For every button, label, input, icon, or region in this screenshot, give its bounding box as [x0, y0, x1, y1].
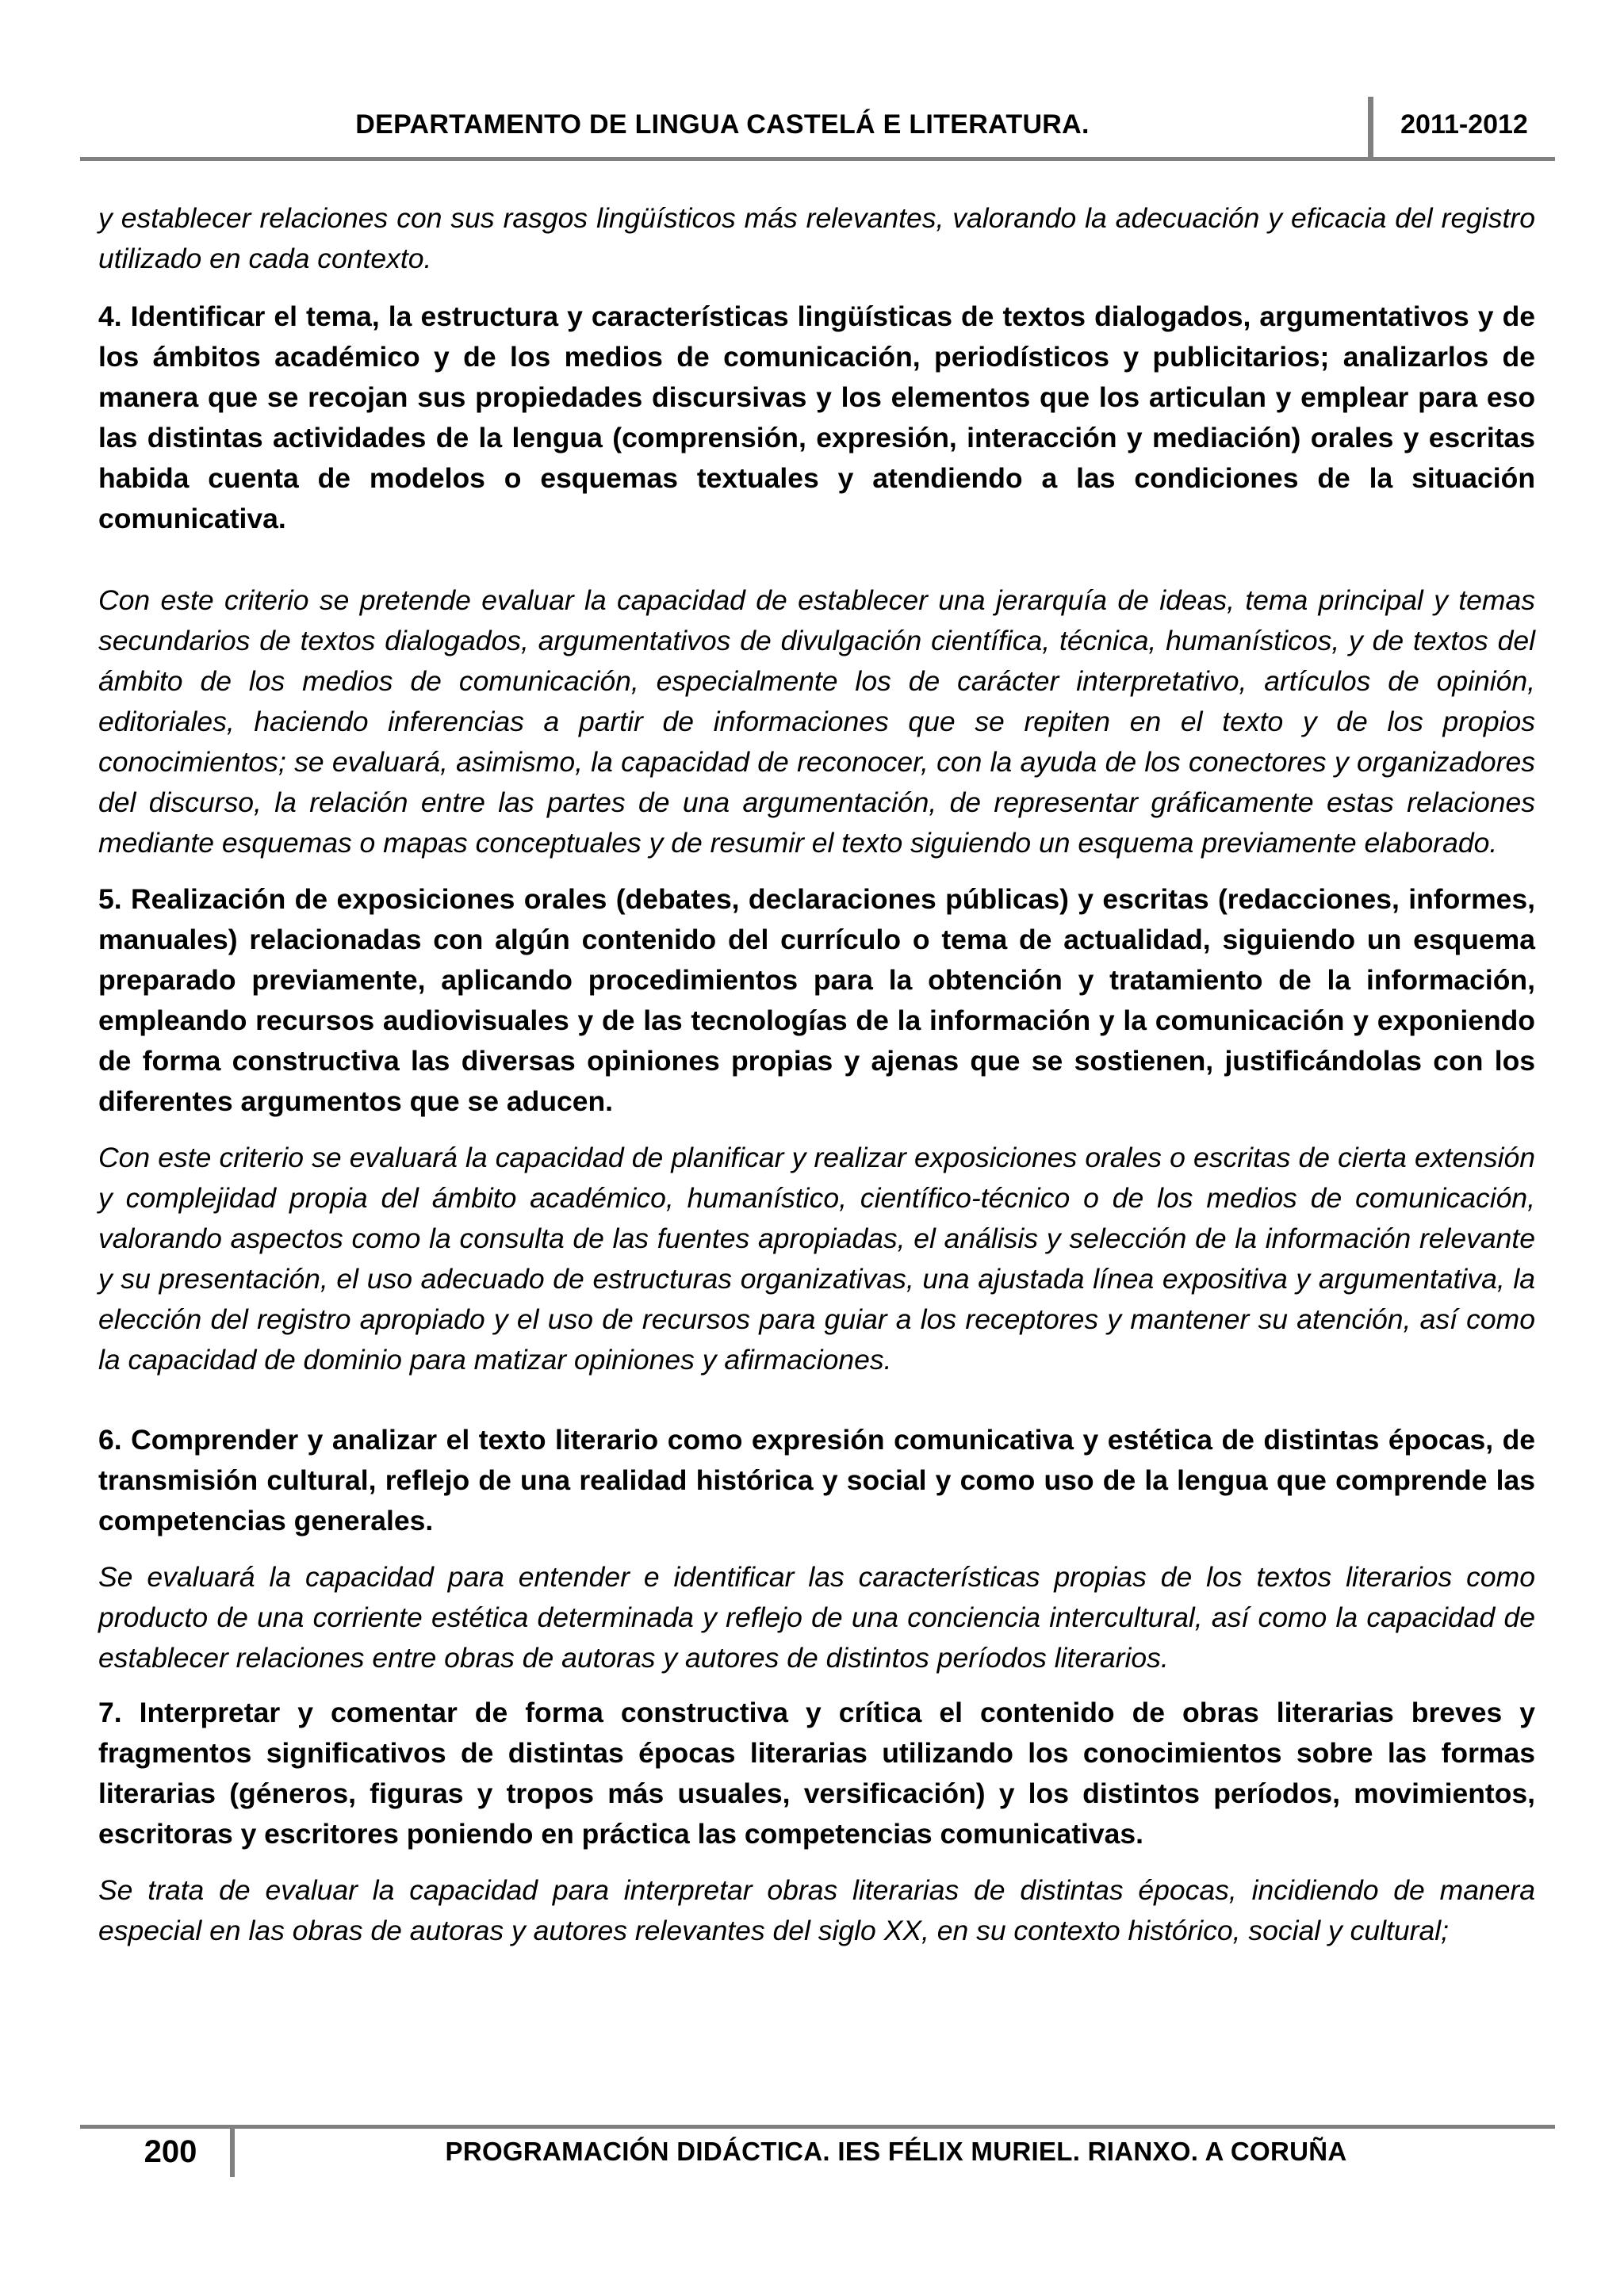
criterion-4-explanation: Con este criterio se pretende evaluar la capacidad de establecer una jerarquía de ideas, tema principal y temas secundarios de textos dialogados, argumentativos de divulgación científica, técnica, humanísticos, y de textos del ámbito de los medios de comunicación, especialmente los de carácter interpretativo, artículos de opinión, editoriales, haciendo inferencias a partir de informaciones que se repiten en el texto y de los propios conocimientos; se evaluará, asimismo, la capacidad de reconocer, con la ayuda de los conectores y organizadores del discurso, la relación entre las partes de una argumentación, de representar gráficamente estas relaciones mediante esquemas o mapas conceptuales y de resumir el texto siguiendo un esquema previamente elaborado. [98, 584, 1535, 859]
footer-rule [80, 2125, 1555, 2129]
criterion-6-heading: 6. Comprender y analizar el texto literario como expresión comunicativa y estética de distintas épocas, de transmisión cultural, reflejo de una realidad histórica y social y como uso de la lengua que comprende las competencias generales. [98, 1424, 1535, 1536]
criterion-4-heading: 4. Identificar el tema, la estructura y características lingüísticas de textos dialogados, argumentativos y de los ámbitos académico y de los medios de comunicación, periodísticos y publicitarios; analizarlos de manera que se recojan sus propiedades discursivas y los elementos que los articulan y emplear para eso las distintas actividades de la lengua (comprensión, expresión, interacción y mediación) orales y escritas habida cuenta de modelos o esquemas textuales y atendiendo a las condiciones de la situación comunicativa. [98, 300, 1535, 534]
footer-institution: PROGRAMACIÓN DIDÁCTICA. IES FÉLIX MURIEL. RIANXO. A CORUÑA [445, 2137, 1347, 2166]
department-title: DEPARTAMENTO DE LINGUA CASTELÁ E LITERATURA. [355, 109, 1090, 140]
criterion-7-heading: 7. Interpretar y comentar de forma constructiva y crítica el contenido de obras literarias breves y fragmentos significativos de distintas épocas literarias utilizando los conocimientos sobre las formas literarias (géneros, figuras y tropos más usuales, versificación) y los distintos períodos, movimientos, escritoras y escritores poniendo en práctica las competencias comunicativas. [98, 1697, 1535, 1850]
page-number: 200 [144, 2134, 197, 2169]
criterion-5-explanation: Con este criterio se evaluará la capacidad de planificar y realizar exposiciones orales o escritas de cierta extensión y complejidad propia del ámbito académico, humanístico, científico-técnico o de los medios de comunicación, valorando aspectos como la consulta de las fuentes apropiadas, el análisis y selección de la información relevante y su presentación, el uso adecuado de estructuras organizativas, una ajustada línea expositiva y argumentativa, la elección del registro apropiado y el uso de recursos para guiar a los receptores y mantener su atención, así como la capacidad de dominio para matizar opiniones y afirmaciones. [98, 1142, 1535, 1376]
paragraph-intro-continuation: y establecer relaciones con sus rasgos lingüísticos más relevantes, valorando la adecuación y eficacia del registro utilizado en cada contexto. [98, 202, 1535, 274]
page-header [80, 101, 1555, 160]
footer-divider [230, 2128, 235, 2177]
academic-year: 2011-2012 [1400, 109, 1528, 140]
criterion-5-heading: 5. Realización de exposiciones orales (debates, declaraciones públicas) y escritas (redacciones, informes, manuales) relacionadas con algún contenido del currículo o tema de actualidad, siguiendo un esquema preparado previamente, aplicando procedimientos para la obtención y tratamiento de la información, empleando recursos audiovisuales y de las tecnologías de la información y la comunicación y exponiendo de forma constructiva las diversas opiniones propias y ajenas que se sostienen, justificándolas con los diferentes argumentos que se aducen. [98, 883, 1535, 1117]
criterion-7-explanation: Se trata de evaluar la capacidad para interpretar obras literarias de distintas épocas, incidiendo de manera especial en las obras de autoras y autores relevantes del siglo XX, en su contexto histórico, social y cultural; [98, 1874, 1535, 1946]
document-body [98, 198, 1535, 1951]
criterion-6-explanation: Se evaluará la capacidad para entender e identificar las características propias de los textos literarios como producto de una corriente estética determinada y reflejo de una conciencia intercultural, así como la capacidad de establecer relaciones entre obras de autoras y autores de distintos períodos literarios. [98, 1561, 1535, 1674]
header-divider [1368, 97, 1373, 159]
header-rule [80, 157, 1555, 161]
